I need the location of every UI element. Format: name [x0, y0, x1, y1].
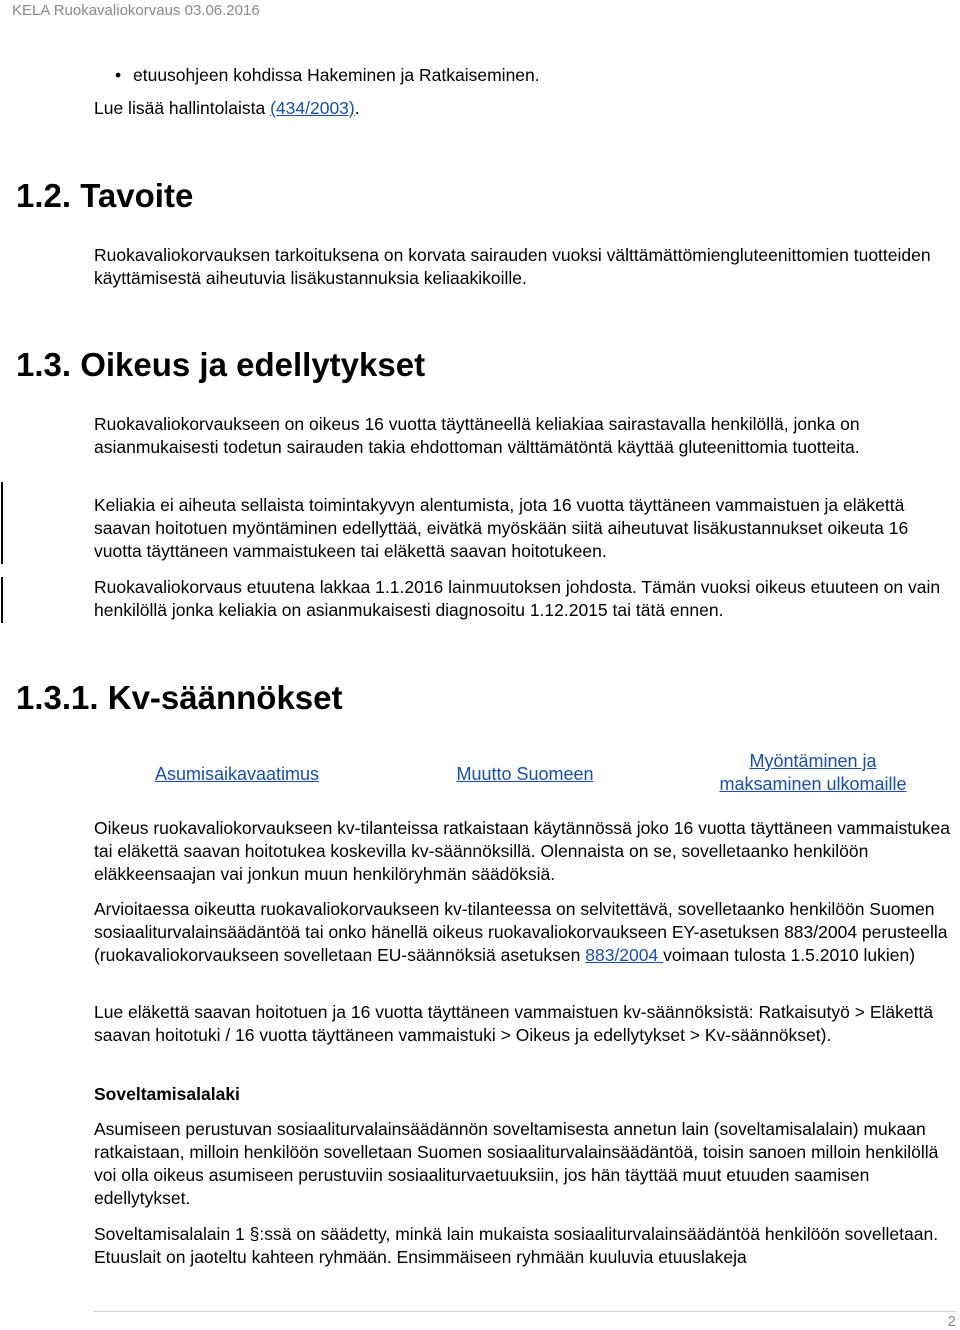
footer-divider — [94, 1311, 956, 1312]
kv-paragraph-2-text: Arvioitaessa oikeutta ruokavaliokorvaukseen kv-tilanteessa on selvitettävä, sovelletaanko henkilöön Suomen sosiaaliturvalainsäädäntöä tai onko hänellä oikeus ruokavaliokorvaukseen EY-asetuksen 883/2004 perusteella (ruokavaliokorvaukseen sovelletaan EU-säännöksiä asetuksen — [94, 899, 948, 965]
kv-paragraph-1: Oikeus ruokavaliokorvaukseen kv-tilanteissa ratkaistaan käytännössä joko 16 vuotta täyttäneen vammaistukea tai eläkettä saavan hoitotukea koskevilla kv-säännöksillä. Olennaista on se, sovelletaanko henkilöön eläkkeensaajan vai jonkun muun henkilöryhmän säädöksiä. — [94, 818, 951, 884]
subheading-soveltamisalalaki: Soveltamisalalaki — [94, 1084, 240, 1104]
kv-paragraph-2-tail: voimaan tulosta 1.5.2010 lukien) — [663, 945, 916, 965]
asetus-883-2004-link[interactable]: 883/2004 — [585, 945, 664, 965]
heading-kv-saannokset: 1.3.1. Kv-säännökset — [16, 679, 343, 716]
muutto-suomeen-link[interactable]: Muutto Suomeen — [456, 764, 594, 784]
myontaminen-line-1: Myöntäminen ja — [749, 751, 877, 771]
heading-oikeus-ja-edellytykset: 1.3. Oikeus ja edellytykset — [16, 346, 426, 383]
heading-tavoite: 1.2. Tavoite — [16, 177, 194, 214]
page-number: 2 — [947, 1313, 956, 1330]
kv-paragraph-5: Soveltamisalalain 1 §:ssä on säädetty, minkä lain mukaista sosiaaliturvalainsäädäntöä henkilöön sovelletaan. Etuuslait on jaoteltu kahteen ryhmään. Ensimmäiseen ryhmään kuuluvia etuuslakeja — [94, 1224, 939, 1267]
asumisaikavaatimus-link[interactable]: Asumisaikavaatimus — [154, 764, 320, 784]
myontaminen-ulkomaille-link[interactable] — [719, 751, 906, 794]
read-more-line — [94, 97, 956, 120]
bullet-dot-icon: • — [115, 65, 122, 85]
bullet-text: etuusohjeen kohdissa Hakeminen ja Ratkaiseminen. — [133, 65, 540, 85]
myontaminen-line-2: maksaminen ulkomaille — [719, 774, 907, 794]
change-bar — [1, 482, 3, 564]
bullet-item — [115, 64, 540, 87]
tavoite-paragraph: Ruokavaliokorvauksen tarkoituksena on korvata sairauden vuoksi välttämättömiengluteenittomien tuotteiden käyttämisestä aiheutuvia lisäkustannuksia keliaakikoille. — [94, 245, 931, 288]
read-more-suffix: . — [354, 98, 360, 118]
document-header: KELA Ruokavaliokorvaus 03.06.2016 — [12, 2, 260, 19]
kv-paragraph-4: Asumiseen perustuvan sosiaaliturvalainsäädännön soveltamisesta annetun lain (soveltamisalalain) mukaan ratkaistaan, milloin henkilöön sovelletaan Suomen sosiaaliturvalainsäädäntöä, toisin sanoen milloin henkilöllä voi olla oikeus asumiseen perustuviin sosiaaliturvaetuuksiin, jos hän täyttää muut etuuden saamisen edellytykset. — [94, 1119, 939, 1208]
kv-link-row — [94, 750, 956, 802]
hallintolaki-link[interactable]: (434/2003) — [270, 98, 355, 118]
oikeus-paragraph-1: Ruokavaliokorvaukseen on oikeus 16 vuotta täyttäneellä keliakiaa sairastavalla henkilöllä, jonka on asianmukaisesti todetun sairauden takia ehdottoman välttämätöntä käyttää gluteenittomia tuotteita. — [94, 414, 860, 457]
kv-paragraph-3: Lue eläkettä saavan hoitotuen ja 16 vuotta täyttäneen vammaistuen kv-säännöksistä: Ratkaisutyö > Eläkettä saavan hoitotuki / 16 vuotta täyttäneen vammaistuki > Oikeus ja edellytykset > Kv-säännökset). — [94, 1002, 934, 1045]
oikeus-paragraph-3: Ruokavaliokorvaus etuutena lakkaa 1.1.2016 lainmuutoksen johdosta. Tämän vuoksi oikeus etuuteen on vain henkilöllä jonka keliakia on asianmukaisesti diagnosoitu 1.12.2015 tai tätä ennen. — [94, 577, 941, 620]
read-more-prefix: Lue lisää hallintolaista — [94, 98, 271, 118]
change-bar — [1, 577, 3, 623]
kv-paragraph-2 — [94, 898, 956, 967]
oikeus-paragraph-2: Keliakia ei aiheuta sellaista toimintakyvyn alentumista, jota 16 vuotta täyttäneen vammaistuen ja eläkettä saavan hoitotuen myöntäminen edellyttää, eivätkä myöskään siitä aiheutuvat lisäkustannukset oikeuta 16 vuotta täyttäneen vammaistukeen tai eläkettä saavan hoitotukeen. — [94, 495, 909, 561]
